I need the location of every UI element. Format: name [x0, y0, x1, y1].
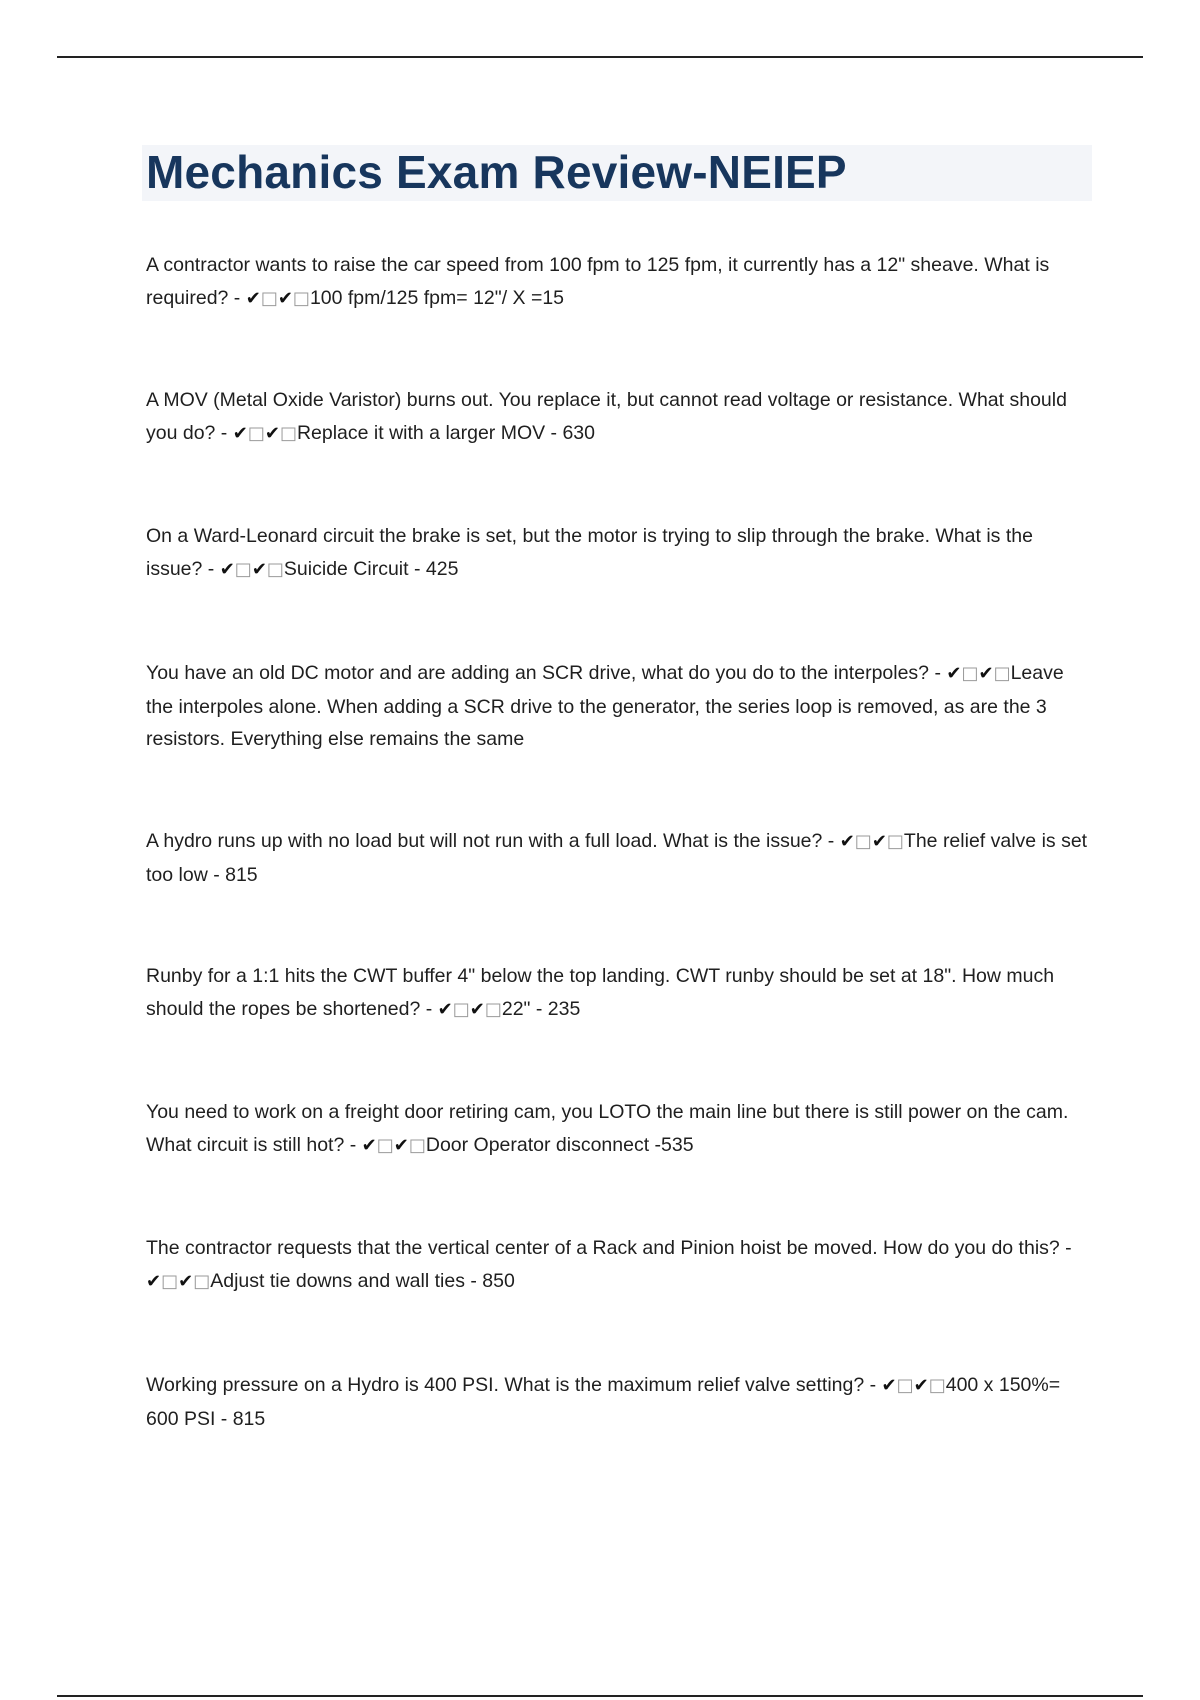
box-icon: □ [260, 287, 278, 309]
box-icon: □ [993, 663, 1011, 684]
check-marks [438, 999, 502, 1020]
question-text: You need to work on a freight door retiring cam, you LOTO the main line but there is still power on the cam. What circuit is still hot? - [146, 1101, 1069, 1156]
answer-text: Suicide Circuit - 425 [283, 557, 459, 580]
box-icon: □ [193, 1270, 211, 1292]
qa-item-3 [146, 520, 1091, 586]
question-text: A contractor wants to raise the car speed from 100 fpm to 125 fpm, it currently has a 12" sheave. What is required? - [146, 254, 1050, 309]
qa-item-9 [146, 1369, 1091, 1435]
box-icon: □ [247, 422, 265, 444]
check-icon: ✔ [232, 422, 248, 444]
question-text: You have an old DC motor and are adding an SCR drive, what do you do to the interpoles? - [146, 662, 947, 684]
answer-text: 400 x 150%= 600 PSI - 815 [146, 1374, 1061, 1430]
answer-text: Replace it with a larger MOV - 630 [296, 421, 595, 444]
qa-item-4 [146, 657, 1091, 756]
check-icon: ✔ [361, 1134, 377, 1156]
box-icon: □ [234, 558, 252, 580]
box-icon: □ [961, 663, 979, 684]
box-icon: □ [161, 1270, 179, 1292]
box-icon: □ [928, 1375, 946, 1396]
qa-item-7 [146, 1096, 1091, 1162]
question-text: A hydro runs up with no load but will not run with a full load. What is the issue? - [146, 830, 840, 852]
check-icon: ✔ [277, 287, 293, 309]
question-text: A MOV (Metal Oxide Varistor) burns out. You replace it, but cannot read voltage or resistance. What should you do? - [146, 389, 1067, 444]
answer-text: Leave the interpoles alone. When adding a SCR drive to the generator, the series loop is removed, as are the 3 resistors. Everything else remains the same [146, 662, 1064, 750]
question-text: Runby for a 1:1 hits the CWT buffer 4" below the top landing. CWT runby should be set at 18". How much should the ropes be shortened? - [146, 965, 1055, 1020]
check-icon: ✔ [393, 1134, 409, 1156]
check-marks [246, 288, 310, 309]
check-marks [946, 663, 1010, 684]
check-marks [233, 423, 297, 444]
answer-text: 22" - 235 [501, 997, 581, 1020]
box-icon: □ [484, 998, 502, 1020]
check-marks [146, 1271, 210, 1292]
check-icon: ✔ [178, 1270, 194, 1292]
box-icon: □ [886, 831, 904, 852]
check-icon: ✔ [469, 998, 485, 1020]
box-icon: □ [896, 1375, 914, 1396]
box-icon: □ [266, 558, 284, 580]
question-text: On a Ward-Leonard circuit the brake is set, but the motor is trying to slip through the brake. What is the issue? - [146, 525, 1033, 580]
qa-item-8 [146, 1232, 1091, 1298]
box-icon: □ [292, 287, 310, 309]
answer-text: 100 fpm/125 fpm= 12"/ X =15 [309, 286, 565, 309]
check-marks [882, 1375, 946, 1396]
bottom-divider [57, 1695, 1143, 1697]
check-icon: ✔ [978, 663, 994, 684]
check-icon: ✔ [437, 998, 453, 1020]
check-marks [362, 1135, 426, 1156]
answer-text: Door Operator disconnect -535 [425, 1133, 694, 1156]
check-marks [840, 831, 904, 852]
check-icon: ✔ [913, 1375, 929, 1396]
document-title: Mechanics Exam Review-NEIEP [146, 146, 847, 198]
qa-item-2 [146, 384, 1091, 450]
box-icon: □ [408, 1134, 426, 1156]
question-text: Working pressure on a Hydro is 400 PSI. What is the maximum relief valve setting? - [146, 1374, 882, 1396]
check-marks [220, 559, 284, 580]
check-icon: ✔ [946, 663, 962, 684]
qa-item-1 [146, 249, 1091, 315]
qa-item-5 [146, 825, 1091, 891]
check-icon: ✔ [871, 831, 887, 852]
qa-item-6 [146, 960, 1091, 1026]
check-icon: ✔ [839, 831, 855, 852]
box-icon: □ [376, 1134, 394, 1156]
check-icon: ✔ [146, 1270, 162, 1292]
check-icon: ✔ [245, 287, 261, 309]
check-icon: ✔ [219, 558, 235, 580]
answer-text: Adjust tie downs and wall ties - 850 [210, 1269, 515, 1292]
check-icon: ✔ [264, 422, 280, 444]
answer-text: The relief valve is set too low - 815 [146, 830, 1088, 886]
check-icon: ✔ [251, 558, 267, 580]
box-icon: □ [854, 831, 872, 852]
box-icon: □ [452, 998, 470, 1020]
box-icon: □ [279, 422, 297, 444]
question-text: The contractor requests that the vertical center of a Rack and Pinion hoist be moved. How do you do this? - [146, 1237, 1072, 1259]
check-icon: ✔ [881, 1375, 897, 1396]
top-divider [57, 56, 1143, 58]
